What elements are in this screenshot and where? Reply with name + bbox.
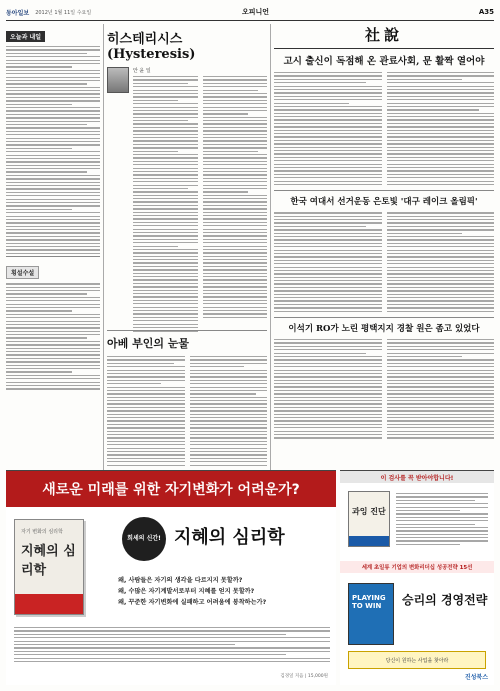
author-byline: 안 윤 일 — [133, 68, 151, 74]
column-label-today: 오늘과 내일 — [6, 31, 45, 42]
article-body-abe-b — [190, 356, 268, 468]
editorial-title: 社說 — [364, 26, 403, 44]
article-body-hysteresis-a — [133, 76, 198, 334]
column-middle-lower — [107, 330, 267, 468]
ad-question: 왜, 꾸준한 자기변화에 실패하고 어려움에 봉착하는가? — [118, 599, 267, 606]
editorial3-body-b — [387, 339, 495, 441]
ad-right-mid-banner: 세계 초일류 기업의 변화리더십 성공전략 15선 — [340, 561, 494, 573]
ad-right-top-banner: 이 검사를 꼭 받아야합니다! — [340, 471, 494, 483]
ad-question: 왜, 사람들은 자기의 생각을 다르지지 못할까? — [118, 577, 243, 584]
ad-right-description — [396, 493, 488, 547]
column-divider — [103, 24, 104, 470]
book-cover-right-2 — [348, 583, 394, 645]
book-cover-title: PLAYING TO WIN — [352, 594, 386, 611]
issue-date: 2012년 1월 11일 수요일 — [35, 9, 92, 16]
column-divider — [270, 24, 271, 470]
editorial1-headline: 고시 출신이 독점해 온 관료사회, 문 활짝 열어야 — [283, 56, 485, 67]
ad-right-title: 승리의 경영전략 — [402, 593, 488, 607]
editorial2-headline: 한국 여대서 선거운동 은토빛 '대구 레이크 올림픽' — [290, 197, 478, 208]
book-cover-band — [349, 536, 389, 546]
book-cover — [14, 519, 84, 615]
editorial1-body-a — [274, 72, 382, 187]
editorial-section — [274, 24, 494, 468]
header-rule — [6, 20, 494, 21]
editorial2-body-b — [387, 212, 495, 314]
column-left — [6, 24, 100, 468]
editorial3-headline: 이석기 RO가 노린 평택지지 경찰 원은 좀고 있었다 — [288, 324, 480, 334]
section-name: 오피니언 — [242, 8, 270, 16]
article-body-abe-a — [107, 356, 185, 468]
ad-banner-headline: 새로운 미래를 위한 자기변화가 어려운가? — [6, 471, 336, 507]
ad-right-band: 당신이 원하는 사업을 찾아라 — [348, 651, 486, 669]
book-advertisement-right[interactable] — [340, 470, 494, 685]
article-body-today — [6, 46, 100, 254]
editorial1-body-b — [387, 72, 495, 187]
page-number: A35 — [478, 8, 494, 16]
author-photo — [107, 67, 129, 93]
book-cover-right-1 — [348, 491, 390, 547]
book-advertisement[interactable] — [6, 470, 336, 685]
publisher-logo: 진성북스 — [464, 674, 488, 681]
book-cover-title: 지혜의 심리학 — [21, 544, 76, 578]
column-label-hoengseol: 횡설수설 — [6, 266, 39, 279]
column-headline: 히스테리시스(Hysteresis) — [107, 32, 196, 62]
article-body-hysteresis-b — [203, 76, 268, 334]
ad-badge: 희세의 신간! — [122, 517, 166, 561]
newspaper-brand: 동아일보 — [6, 9, 30, 17]
column2-headline: 아베 부인의 눈물 — [107, 337, 190, 350]
ad-questions — [118, 575, 332, 608]
article-body-hoengseol — [6, 283, 100, 389]
ad-question: 왜, 수많은 자기계발서로부터 지혜를 얻지 못할까? — [118, 588, 255, 595]
book-cover-title: 과잉 진단 — [352, 506, 386, 516]
page-header — [6, 6, 494, 18]
editorial3-body-a — [274, 339, 382, 441]
editorial2-body-a — [274, 212, 382, 314]
book-cover-band — [15, 594, 83, 614]
ad-fine-print — [14, 627, 330, 664]
book-cover-subtitle: 자기 변화의 심리학 — [21, 529, 63, 535]
ad-main-title: 지혜의 심리학 — [174, 527, 285, 548]
ad-footer: 김경일 지음 | 15,000원 — [280, 674, 328, 679]
